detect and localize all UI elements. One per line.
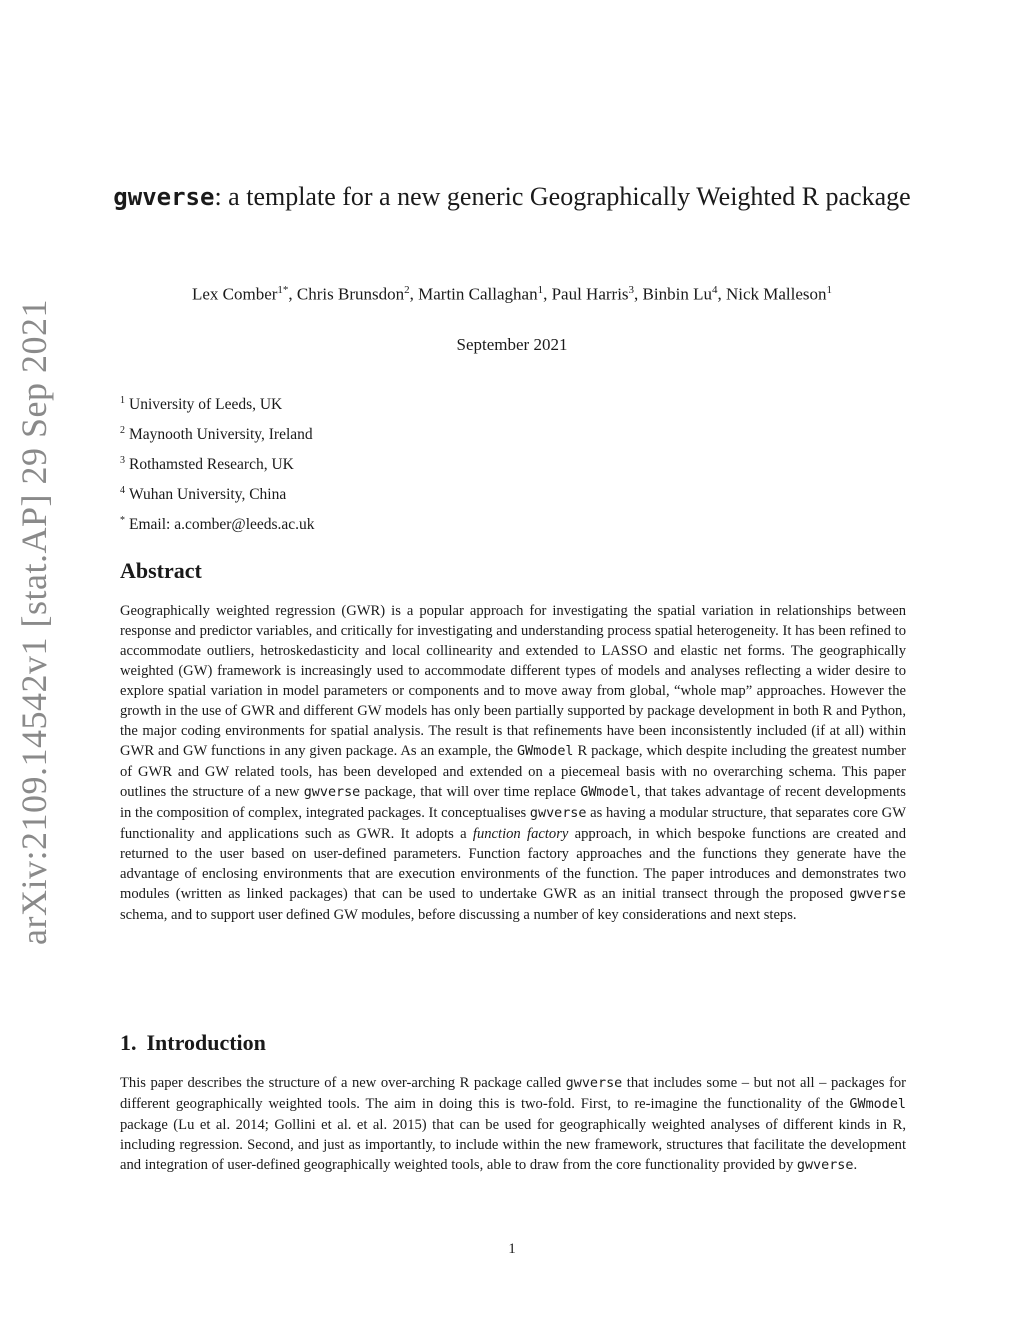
code-gwmodel: GWmodel — [580, 785, 637, 800]
author-name: Chris Brunsdon — [296, 284, 405, 304]
section-title: Introduction — [146, 1030, 266, 1055]
intro-text: This paper describes the structure of a new over-arching R package called — [120, 1075, 566, 1091]
affiliation-text: Wuhan University, China — [129, 486, 287, 504]
title-package-name: gwverse — [113, 183, 215, 211]
abstract-heading: Abstract — [120, 558, 202, 583]
page-number: 1 — [508, 1241, 516, 1257]
abstract-paragraph — [120, 601, 906, 925]
abstract-text: approach, in which bespoke functions are created and returned to the user based on user-defined parameters. Function factory approaches and the functions they generate have the advantage of enclosing environments that are execution environments of the function. The paper introduces and demonstrates two modules (written as linked packages) that can be used to undertake GWR as an initial transect through the proposed — [120, 826, 906, 902]
author-affiliation-mark: 3 — [628, 284, 635, 296]
intro-text: package (Lu et al. 2014; Gollini et al. et al. 2015) that can be used for geographically weighted analyses of different kinds in R, including regression. Second, and just as importantly, to include within the new framework, structures that facilitate the development and integration of user-defined geographically weighted tools, able to draw from the core functionality provided by — [120, 1117, 906, 1173]
code-gwverse: gwverse — [565, 1076, 623, 1091]
affiliation-mark: * — [120, 515, 125, 526]
author-name: Nick Malleson — [725, 284, 827, 304]
affiliation-mark: 4 — [120, 485, 125, 496]
author-affiliation-mark: 1* — [277, 284, 289, 296]
affiliation-list — [120, 390, 315, 540]
affiliation-text: Rothamsted Research, UK — [129, 456, 294, 474]
publication-date: September 2021 — [456, 335, 568, 354]
author-name: Paul Harris — [551, 284, 629, 304]
abstract-text: as having a modular structure, that separates core GW functionality and applications such as GWR. It adopts a — [120, 805, 906, 842]
abstract-text: R package, which despite including the greatest number of GWR and GW related tools, has been developed and extended on a piecemeal basis with no overarching schema. This paper outlines the structure of a new — [120, 743, 906, 800]
introduction-paragraph — [120, 1073, 906, 1176]
introduction-body — [120, 1073, 906, 1176]
paper-title — [110, 178, 914, 216]
affiliation-item — [120, 450, 315, 480]
affiliation-text: Maynooth University, Ireland — [129, 426, 313, 444]
introduction-heading — [120, 1030, 266, 1056]
intro-text: . — [853, 1157, 858, 1173]
affiliation-item — [120, 420, 315, 450]
code-gwmodel: GWmodel — [849, 1097, 906, 1112]
intro-text: that includes some – but not all – packages for different geographically weighted tools. The aim in doing this is two-fold. First, to re-imagine the functionality of the — [120, 1075, 907, 1112]
code-gwverse: gwverse — [529, 806, 587, 821]
affiliation-item — [120, 480, 315, 510]
affiliation-item — [120, 390, 315, 420]
affiliation-mark: 1 — [120, 395, 125, 406]
code-gwverse: gwverse — [796, 1158, 854, 1173]
author-name: Binbin Lu — [642, 284, 712, 304]
abstract-text: package, that will over time replace — [360, 784, 581, 800]
emphasis-function-factory: function factory — [472, 826, 569, 842]
affiliation-mark: 2 — [120, 425, 125, 436]
author-name: Martin Callaghan — [418, 284, 538, 304]
title-text: : a template for a new generic Geographically Weighted R package — [214, 182, 911, 211]
code-gwverse: gwverse — [303, 785, 361, 800]
abstract-text: , that takes advantage of recent developments in the composition of complex, integrated packages. It conceptualises — [120, 784, 906, 821]
code-gwmodel: GWmodel — [516, 744, 574, 759]
abstract-text: schema, and to support user defined GW modules, before discussing a number of key considerations and next steps. — [120, 907, 797, 923]
author-list: Lex Comber$^{1*}$, Chris Brunsdon$^2$, Martin Callaghan$^1$, Paul Harris$^3$, Binbin Lu$^4$, Nick Malleson$^1$ — [191, 284, 833, 304]
author-name: Lex Comber — [191, 284, 278, 304]
affiliation-text: University of Leeds, UK — [129, 396, 283, 414]
author-affiliation-mark: 1 — [537, 284, 544, 296]
code-gwverse: gwverse — [849, 887, 906, 902]
author-affiliation-mark: 2 — [404, 284, 410, 296]
abstract-body — [120, 601, 906, 925]
author-affiliation-mark: 4 — [711, 284, 718, 296]
author-affiliation-mark: 1 — [826, 284, 833, 296]
abstract-text: Geographically weighted regression (GWR) is a popular approach for investigating the spatial variation in relationships between response and predictor variables, and critically for investigating and understanding process spatial heterogeneity. It has been refined to accommodate outliers, hetroskedasticity and local collinearity and extended to LASSO and elastic net forms. The geographically weighted (GW) framework is increasingly used to accommodate different types of models and analyses reflecting a wider desire to explore spatial variation in model parameters or components and to move away from global, “whole map” approaches. However the growth in the use of GWR and different GW models has only been partially supported by package development in both R and Python, the major coding environments for spatial analysis. The result is that refinements have been inconsistently included (if at all) within GWR and GW functions in any given package. As an example, the — [120, 603, 906, 759]
arxiv-side-stamp: arXiv:2109.14542v1 [stat.AP] 29 Sep 2021 — [14, 299, 54, 945]
affiliation-mark: 3 — [120, 455, 125, 466]
section-number: 1. — [120, 1030, 137, 1055]
affiliation-text: Email: a.comber@leeds.ac.uk — [129, 516, 315, 534]
corresponding-email — [120, 510, 315, 540]
